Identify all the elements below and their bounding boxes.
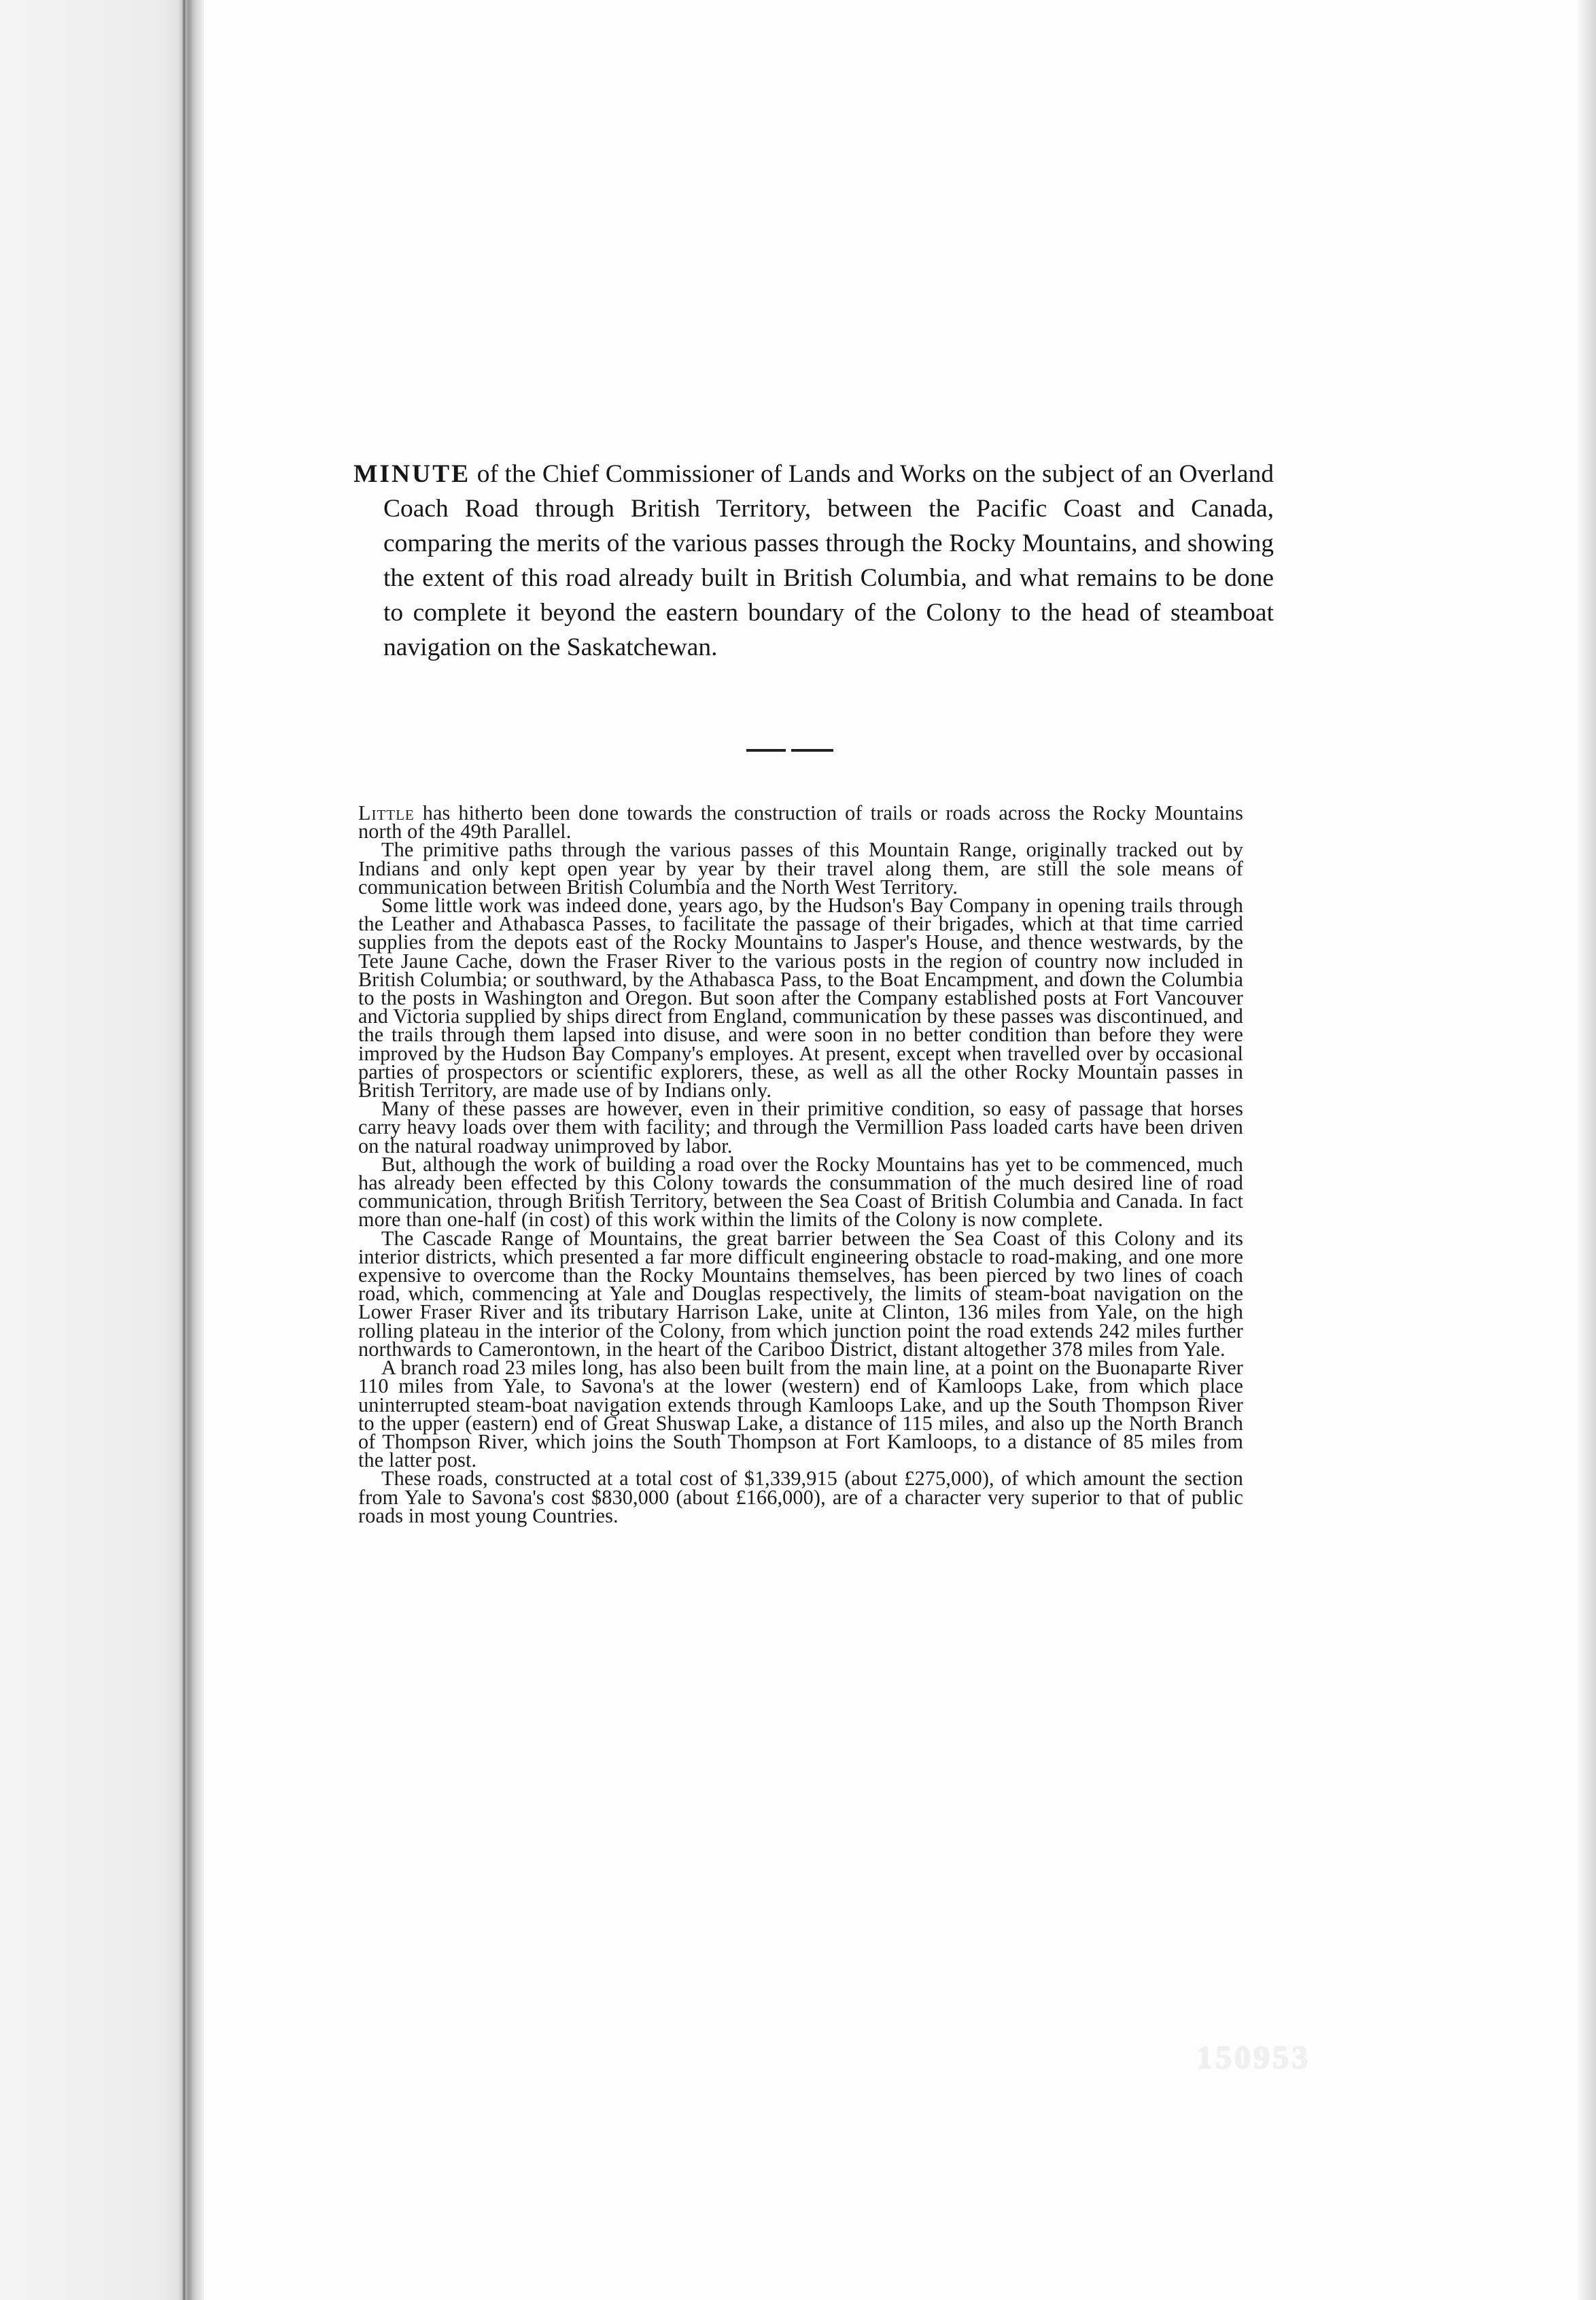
paragraph: The primitive paths through the various passes of this Mountain Range, originally tracked out by Indians and only kept open year by year by their travel along them, are still the sole means of communication between British Columbia and the North West Territory. [358, 838, 1243, 899]
accession-stamp: 150953 [1196, 2040, 1311, 2076]
body-text [358, 801, 1243, 1527]
paragraph [358, 801, 1243, 843]
paragraph: Some little work was indeed done, years ago, by the Hudson's Bay Company in opening trails through the Leather and Athabasca Passes, to facilitate the passage of their brigades, which at that time carried supplies from the depots east of the Rocky Mountains to Jasper's House, and thence westwards, by the Tete Jaune Cache, down the Fraser River to the various posts in the region of country now included in British Columbia; or southward, by the Athabasca Pass, to the Boat Encampment, and down the Columbia to the posts in Washington and Oregon. But soon after the Company established posts at Fort Vancouver and Victoria supplied by ships direct from England, communication by these passes was discontinued, and the trails through them lapsed into disuse, and were soon in no better condition than before they were improved by the Hudson Bay Company's employes. At present, except when travelled over by occasional parties of prospectors or scientific explorers, these, as well as all the other Rocky Mountain passes in British Territory, are made use of by Indians only. [358, 894, 1243, 1102]
title-lead-word: MINUTE [353, 460, 471, 488]
paragraph: These roads, constructed at a total cost of $1,339,915 (about £275,000), of which amount the section from Yale to Savona's cost $830,000 (about £166,000), are of a character very superior to that of public roads in most young Countries. [358, 1467, 1243, 1527]
document-title [353, 457, 1274, 665]
paragraph: The Cascade Range of Mountains, the great barrier between the Sea Coast of this Colony and its interior districts, which presented a far more difficult engineering obstacle to road-making, and one more expensive to overcome than the Rocky Mountains themselves, has been pierced by two lines of coach road, which, commencing at Yale and Douglas respectively, the limits of steam-boat navigation on the Lower Fraser River and its tributary Harrison Lake, unite at Clinton, 136 miles from Yale, on the high rolling plateau in the interior of the Colony, from which junction point the road extends 242 miles further northwards to Camerontown, in the heart of the Cariboo District, distant altogether 378 miles from Yale. [358, 1226, 1243, 1361]
page-edge [1577, 0, 1596, 2300]
paragraph-lead-word: Little [358, 801, 415, 824]
paragraph: But, although the work of building a road over the Rocky Mountains has yet to be commenced, much has already been effected by this Colony towards the consummation of the much desired line of road communication, through British Territory, between the Sea Coast of British Columbia and Canada. In fact more than one-half (in cost) of this work within the limits of the Colony is now complete. [358, 1152, 1243, 1232]
section-divider [746, 749, 833, 752]
paragraph: Many of these passes are however, even in their primitive condition, so easy of passage that horses carry heavy loads over them with facility; and through the Vermillion Pass loaded carts have been driven on the natural roadway unimproved by labor. [358, 1097, 1243, 1157]
title-text: of the Chief Commissioner of Lands and Works on the subject of an Overland Coach Road through British Territory, between the Pacific Coast and Canada, comparing the merits of the various passes through the Rocky Mountains, and showing the extent of this road already built in British Columbia, and what remains to be done to complete it beyond the eastern boundary of the Colony to the head of steamboat navigation on the Saskatchewan. [383, 460, 1274, 661]
paragraph-text: has hitherto been done towards the construction of trails or roads across the Rocky Mountains north of the 49th Parallel. [358, 801, 1243, 843]
paragraph: A branch road 23 miles long, has also been built from the main line, at a point on the Buonaparte River 110 miles from Yale, to Savona's at the lower (western) end of Kamloops Lake, from which place uninterrupted steam-boat navigation extends through Kamloops Lake, and up the South Thompson River to the upper (eastern) end of Great Shuswap Lake, a distance of 115 miles, and also up the North Branch of Thompson River, which joins the South Thompson at Fort Kamloops, to a distance of 85 miles from the latter post. [358, 1356, 1243, 1472]
binding-edge [0, 0, 204, 2300]
